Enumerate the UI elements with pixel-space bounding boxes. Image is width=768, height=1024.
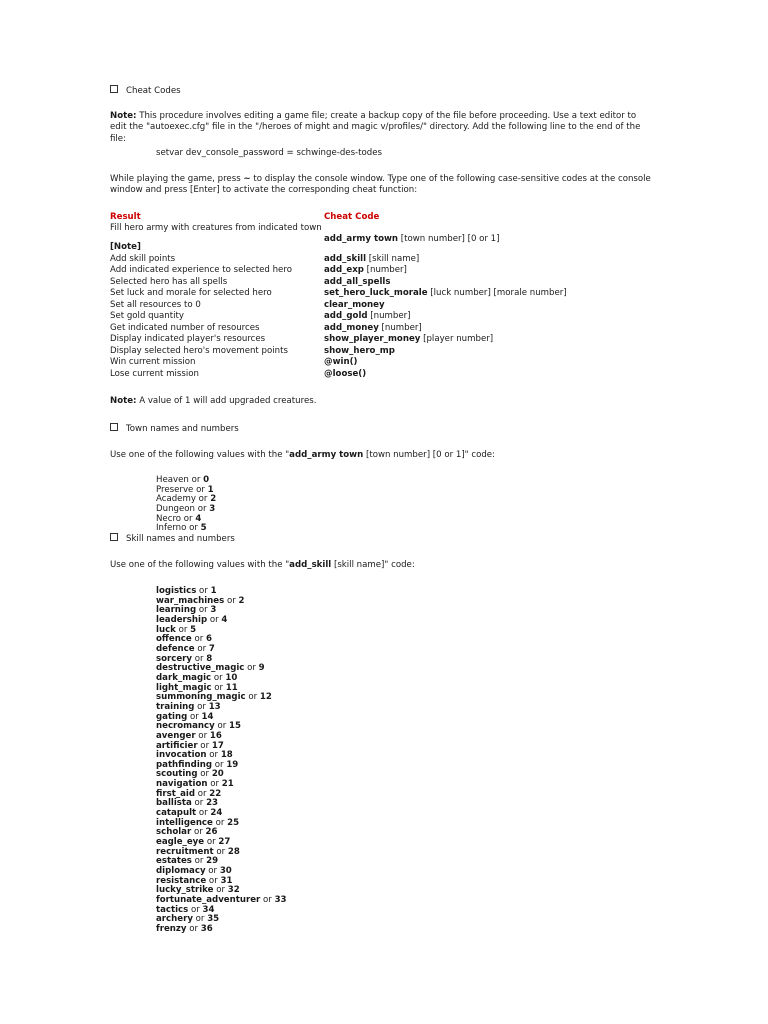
checkbox-icon <box>110 533 118 541</box>
table-result-cell: Add indicated experience to selected hero <box>110 265 292 276</box>
section-heading-cheat-codes: Cheat Codes <box>110 85 181 96</box>
town-item: Heaven or 0 <box>156 475 210 485</box>
table-result-cell: Win current mission <box>110 357 196 368</box>
skill-item: gating or 14 <box>156 711 214 722</box>
table-result-cell: Display indicated player's resources <box>110 334 266 345</box>
table-header-code: Cheat Code <box>324 212 380 222</box>
skill-item: necromancy or 15 <box>156 721 241 732</box>
table-code-cell: add_exp [number] <box>324 265 407 276</box>
skill-item: logistics or 1 <box>156 586 217 596</box>
table-result-cell: Set luck and morale for selected hero <box>110 288 272 299</box>
skill-item: war_machines or 2 <box>156 595 245 606</box>
skill-item: archery or 35 <box>156 914 220 925</box>
town-list <box>156 476 216 534</box>
town-item: Academy or 2 <box>156 494 217 505</box>
skill-item: summoning_magic or 12 <box>156 692 272 703</box>
table-header-result: Result <box>110 212 141 222</box>
skill-item: sorcery or 8 <box>156 653 213 664</box>
skill-list <box>156 587 287 935</box>
table-code-cell: @win() <box>324 357 358 368</box>
table-code-cell: @loose() <box>324 368 367 379</box>
skill-item: avenger or 16 <box>156 730 222 741</box>
skill-item: tactics or 34 <box>156 904 215 915</box>
town-item: Preserve or 1 <box>156 484 214 495</box>
skill-usage-text: Use one of the following values with the "add_skill [skill name]" code: <box>110 560 415 570</box>
intro-note: Note: This procedure involves editing a game file; create a backup copy of the file before proceeding. Use a text editor to edit the "autoexec.cfg" file in the "/heroes of might and magic v/profiles/" directory. Add the following line to the end of the file: <box>110 111 641 144</box>
note-tag: [Note] <box>110 242 141 252</box>
table-result-cell: Set all resources to 0 <box>110 299 201 310</box>
table-result-first: Fill hero army with creatures from indicated town <box>110 223 322 233</box>
table-code-cell: set_hero_luck_morale [luck number] [morale number] <box>324 288 567 299</box>
skill-item: fortunate_adventurer or 33 <box>156 895 287 905</box>
skill-item: first_aid or 22 <box>156 788 222 799</box>
skill-item: navigation or 21 <box>156 779 234 790</box>
checkbox-icon <box>110 423 118 431</box>
table-code-first: add_army town [town number] [0 or 1] <box>324 234 500 244</box>
skill-item: leadership or 4 <box>156 614 228 625</box>
console-instructions: While playing the game, press ~ to display the console window. Type one of the following case-sensitive codes at the console window and press [Enter] to activate the corresponding cheat function: <box>110 174 651 196</box>
skill-item: ballista or 23 <box>156 798 219 809</box>
table-code-cell: show_player_money [player number] <box>324 334 494 345</box>
table-code-cell: add_money [number] <box>324 322 422 333</box>
skill-item: invocation or 18 <box>156 750 233 761</box>
table-result-cell: Set gold quantity <box>110 311 184 322</box>
skill-item: catapult or 24 <box>156 808 223 819</box>
skill-item: dark_magic or 10 <box>156 672 238 683</box>
town-usage-text: Use one of the following values with the "add_army town [town number] [0 or 1]" code: <box>110 450 495 460</box>
table-result-cell: Lose current mission <box>110 368 199 379</box>
skill-item: frenzy or 36 <box>156 923 213 934</box>
skill-item: artificier or 17 <box>156 740 224 751</box>
skill-item: scouting or 20 <box>156 769 224 780</box>
table-code-cell: add_skill [skill name] <box>324 254 420 264</box>
skill-item: diplomacy or 30 <box>156 866 232 877</box>
skill-item: defence or 7 <box>156 643 215 654</box>
town-item: Necro or 4 <box>156 513 202 524</box>
skill-item: resistance or 31 <box>156 875 233 886</box>
tilde-key: ~ <box>243 174 251 184</box>
upgrade-note: Note: A value of 1 will add upgraded creatures. <box>110 396 317 406</box>
table-result-cell: Add skill points <box>110 254 176 264</box>
skill-item: luck or 5 <box>156 624 197 635</box>
skill-item: estates or 29 <box>156 856 219 867</box>
skill-item: pathfinding or 19 <box>156 759 239 770</box>
skill-item: offence or 6 <box>156 634 212 645</box>
skill-item: recruitment or 28 <box>156 846 240 857</box>
skill-item: lucky_strike or 32 <box>156 885 240 896</box>
skill-item: learning or 3 <box>156 605 217 616</box>
skill-item: light_magic or 11 <box>156 682 238 693</box>
section-heading-town-names: Town names and numbers <box>110 423 239 434</box>
checkbox-icon <box>110 85 118 93</box>
skill-item: training or 13 <box>156 701 221 712</box>
skill-item: intelligence or 25 <box>156 817 240 828</box>
table-code-cell: add_all_spells <box>324 276 391 287</box>
setvar-line: setvar dev_console_password = schwinge-des-todes <box>156 148 382 158</box>
town-item: Inferno or 5 <box>156 523 207 534</box>
table-result-cell: Selected hero has all spells <box>110 276 228 287</box>
section-heading-skill-names: Skill names and numbers <box>110 533 235 544</box>
skill-item: eagle_eye or 27 <box>156 837 231 848</box>
table-code-cell: show_hero_mp <box>324 345 395 356</box>
skill-item: destructive_magic or 9 <box>156 663 265 674</box>
table-result-cell: Get indicated number of resources <box>110 322 260 333</box>
table-code-cell: clear_money <box>324 299 385 310</box>
table-result-cell: Display selected hero's movement points <box>110 345 288 356</box>
skill-item: scholar or 26 <box>156 827 218 838</box>
table-code-cell: add_gold [number] <box>324 311 411 322</box>
town-item: Dungeon or 3 <box>156 503 216 514</box>
